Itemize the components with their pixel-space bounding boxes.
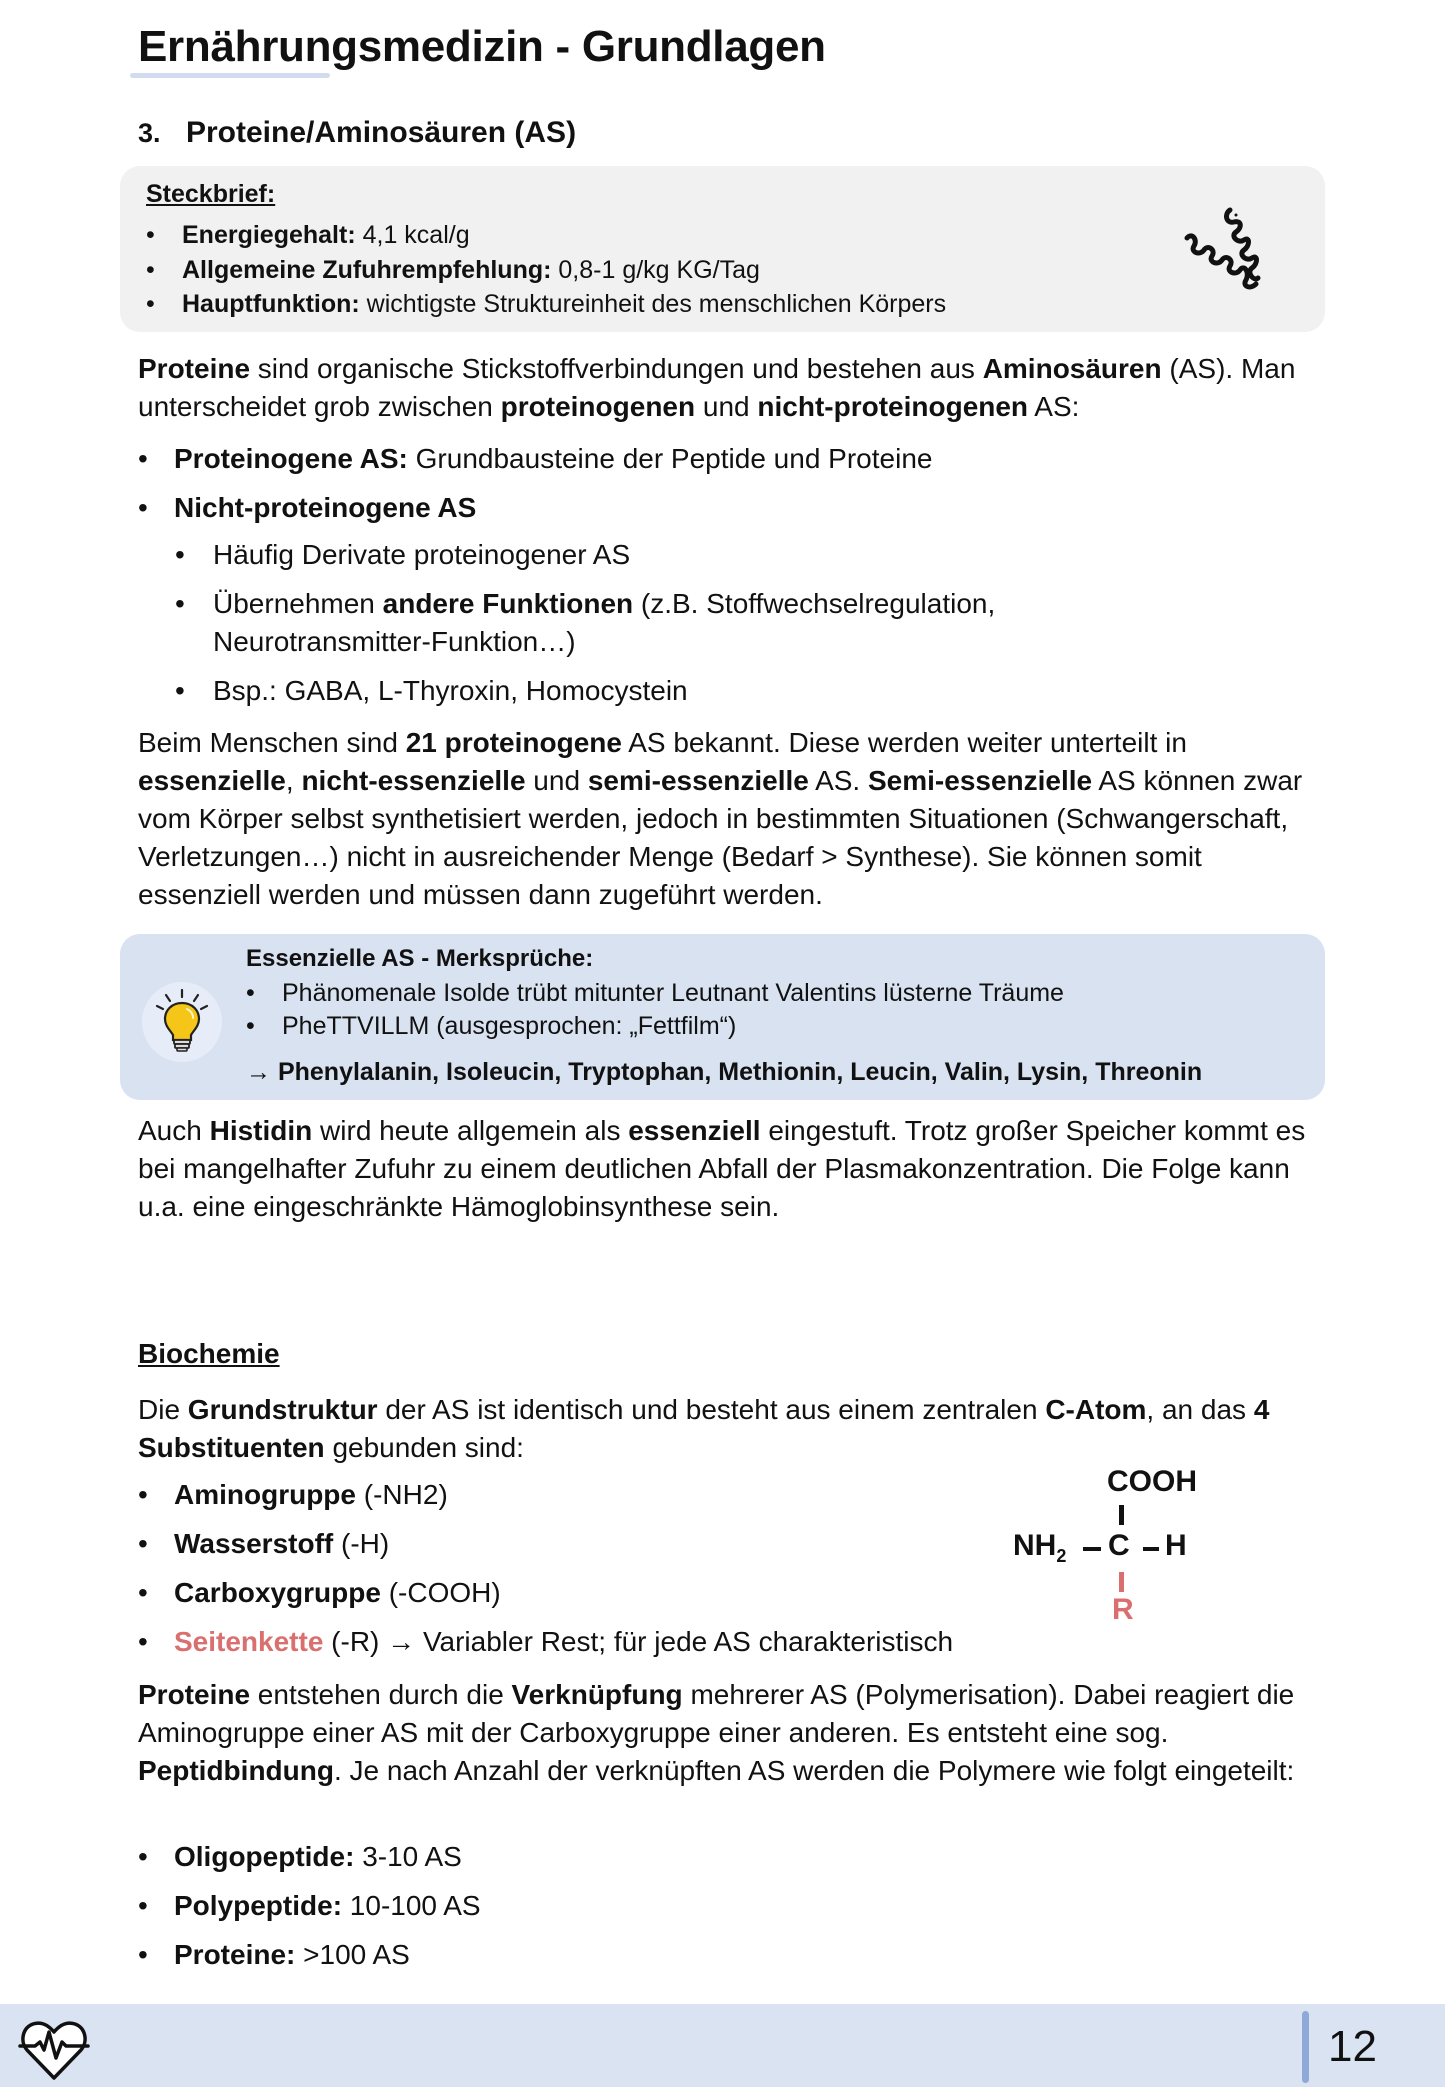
item-label: Hauptfunktion: [182,290,360,318]
item-value: 10-100 AS [342,1890,481,1921]
heartbeat-icon [18,2018,90,2082]
polymer-list [138,1838,838,1974]
as-type-list [138,440,1318,527]
text: AS: [1028,391,1080,422]
steckbrief-title: Steckbrief: [146,180,276,208]
bold-text: nicht-proteinogenen [757,391,1029,422]
text: Häufig Derivate proteinogener AS [213,539,631,570]
bold-text: Semi-essenzielle [868,765,1093,796]
list-item [138,1887,838,1925]
bold-text: essenziell [628,1115,761,1146]
amino-subscript: 2 [1056,1546,1067,1566]
bond-top [1119,1505,1124,1525]
bold-text: Aminosäuren [982,353,1162,384]
non-proteinogenic-sublist [175,536,1135,710]
item-label: Aminogruppe [174,1479,356,1510]
amino-label [1013,1529,1066,1567]
list-item [138,489,1318,527]
bold-text: 4 Substituenten [138,1394,1270,1463]
text: entstehen durch die [250,1679,512,1710]
item-label: Proteine: [174,1939,296,1970]
bold-text: Histidin [209,1115,313,1146]
amino-text: NH [1013,1529,1057,1562]
intro-paragraph [138,350,1318,426]
mnemonic-title: Essenzielle AS - Merksprüche: [246,945,594,972]
text: der AS ist identisch und besteht aus einem zentralen [377,1394,1046,1425]
text: und [695,391,758,422]
item-value: (-R) → Variabler Rest; für jede AS charakteristisch [323,1626,954,1657]
mnemonic-item: • Phänomenale Isolde trübt mitunter Leutnant Valentins lüsterne Träume [246,977,1064,1010]
item-label: Carboxygruppe [174,1577,381,1608]
text: Bsp.: GABA, L-Thyroxin, Homocystein [213,675,688,706]
text: AS können zwar vom Körper selbst synthetisiert werden, jedoch in bestimmten Situationen (Schwangerschaft, Verletzungen…) nicht in ausreichender Menge (Bedarf > Synthese). Sie können somit essenziell werden und müssen dann zugeführt werden. [138,765,1303,910]
item-value: wichtigste Struktureinheit des menschlichen Körpers [359,290,947,318]
list-item [138,1623,1038,1661]
item-value: (-COOH) [380,1577,501,1608]
section-heading [138,116,576,150]
steckbrief-list [146,218,946,322]
section-number: 3. [138,118,161,148]
item-value: >100 AS [295,1939,410,1970]
lightbulb-icon [142,982,222,1062]
item-value: (-NH2) [356,1479,448,1510]
item-label: Energiegehalt: [182,221,356,249]
sub-list-item [175,585,1135,661]
bold-text: Proteine [138,1679,251,1710]
protein-helix-icon [1178,200,1273,298]
list-item [138,1936,838,1974]
biochemie-heading: Biochemie [138,1338,280,1369]
text: eingestuft. Trotz großer Speicher kommt es bei mangelhafter Zufuhr zu einem deutlichen Abfall der Plasmakonzentration. Die Folge kann u.a. eine eingeschränkte Hämoglobinsynthese sein. [138,1115,1306,1222]
item-label: Seitenkette [174,1626,324,1657]
list-item [138,1476,1038,1514]
side-chain-label: R [1112,1593,1134,1626]
bond-right [1143,1547,1159,1551]
item-label: Polypeptide: [174,1890,343,1921]
polymerisation-paragraph [138,1676,1318,1790]
bold-text: semi-essenzielle [587,765,809,796]
steckbrief-item [146,218,946,253]
item-value: Grundbausteine der Peptide und Proteine [407,443,933,474]
text: (z.B. Stoffwechselregulation, Neurotransmitter-Funktion…) [213,588,996,657]
text: , an das [1146,1394,1254,1425]
mnemonic-list [246,977,1064,1043]
text: Übernehmen [213,588,383,619]
text: sind organische Stickstoffverbindungen und bestehen aus [250,353,983,384]
section-title: Proteine/Aminosäuren (AS) [186,116,577,149]
bold-text: C-Atom [1045,1394,1147,1425]
steckbrief-item [146,253,946,288]
text: , [285,765,302,796]
mnemonic-result: → Phenylalanin, Isoleucin, Tryptophan, Methionin, Leucin, Valin, Lysin, Threonin [246,1058,1203,1086]
bond-bottom [1119,1572,1124,1592]
item-value: 3-10 AS [354,1841,462,1872]
page-number: 12 [1328,2022,1377,2071]
bold-text: 21 proteinogene [405,727,622,758]
text: Die [138,1394,188,1425]
mnemonic-item: • PheTTVILLM (ausgesprochen: „Fettfilm“) [246,1010,1064,1043]
sub-list-item [175,536,1135,574]
text: AS bekannt. Diese werden weiter unterteilt in [621,727,1187,758]
sub-list-item [175,672,1135,710]
bold-text: nicht-essenzielle [301,765,526,796]
text: (AS). Man unterscheidet grob zwischen [138,353,1296,422]
text: Beim Menschen sind [138,727,406,758]
list-item [138,440,1318,478]
page-footer [0,2004,1445,2087]
item-value: 0,8-1 g/kg KG/Tag [551,255,760,284]
page-number-accent [1302,2011,1309,2083]
central-carbon: C [1108,1529,1130,1562]
title-underline [130,73,330,78]
list-item [138,1525,1038,1563]
item-label: Proteinogene AS: [174,443,408,474]
text: wird heute allgemein als [312,1115,629,1146]
classification-paragraph [138,724,1318,914]
item-value: (-H) [333,1528,390,1559]
bold-text: Verknüpfung [511,1679,683,1710]
steckbrief-item [146,287,946,322]
substituent-list [138,1476,1038,1661]
item-value: 4,1 kcal/g [355,221,470,249]
list-item [138,1838,838,1876]
list-item [138,1574,1038,1612]
bold-text: essenzielle [138,765,286,796]
item-label: Oligopeptide: [174,1841,355,1872]
text: AS. [808,765,868,796]
item-label: Allgemeine Zufuhrempfehlung: [182,255,552,284]
text: und [525,765,588,796]
bold-text: proteinogenen [500,391,696,422]
text: gebunden sind: [324,1432,524,1463]
text: . Je nach Anzahl der verknüpften AS werden die Polymere wie folgt eingeteilt: [333,1755,1295,1786]
bold-text: Grundstruktur [187,1394,378,1425]
carboxyl-label: COOH [1107,1465,1197,1498]
item-label: Nicht-proteinogene AS [174,492,477,523]
item-label: Wasserstoff [174,1528,334,1559]
amino-acid-structure [1005,1455,1225,1635]
document-title: Ernährungsmedizin - Grundlagen [138,22,826,71]
bold-text: andere Funktionen [382,588,634,619]
text: Auch [138,1115,210,1146]
histidin-paragraph [138,1112,1318,1226]
bold-text: Peptidbindung [138,1755,334,1786]
text: mehrerer AS (Polymerisation). Dabei reagiert die Aminogruppe einer AS mit der Carboxygruppe einer anderen. Es entsteht eine sog. [138,1679,1295,1748]
hydrogen-label: H [1165,1529,1187,1562]
bold-text: Proteine [138,353,251,384]
bond-left [1083,1547,1101,1551]
